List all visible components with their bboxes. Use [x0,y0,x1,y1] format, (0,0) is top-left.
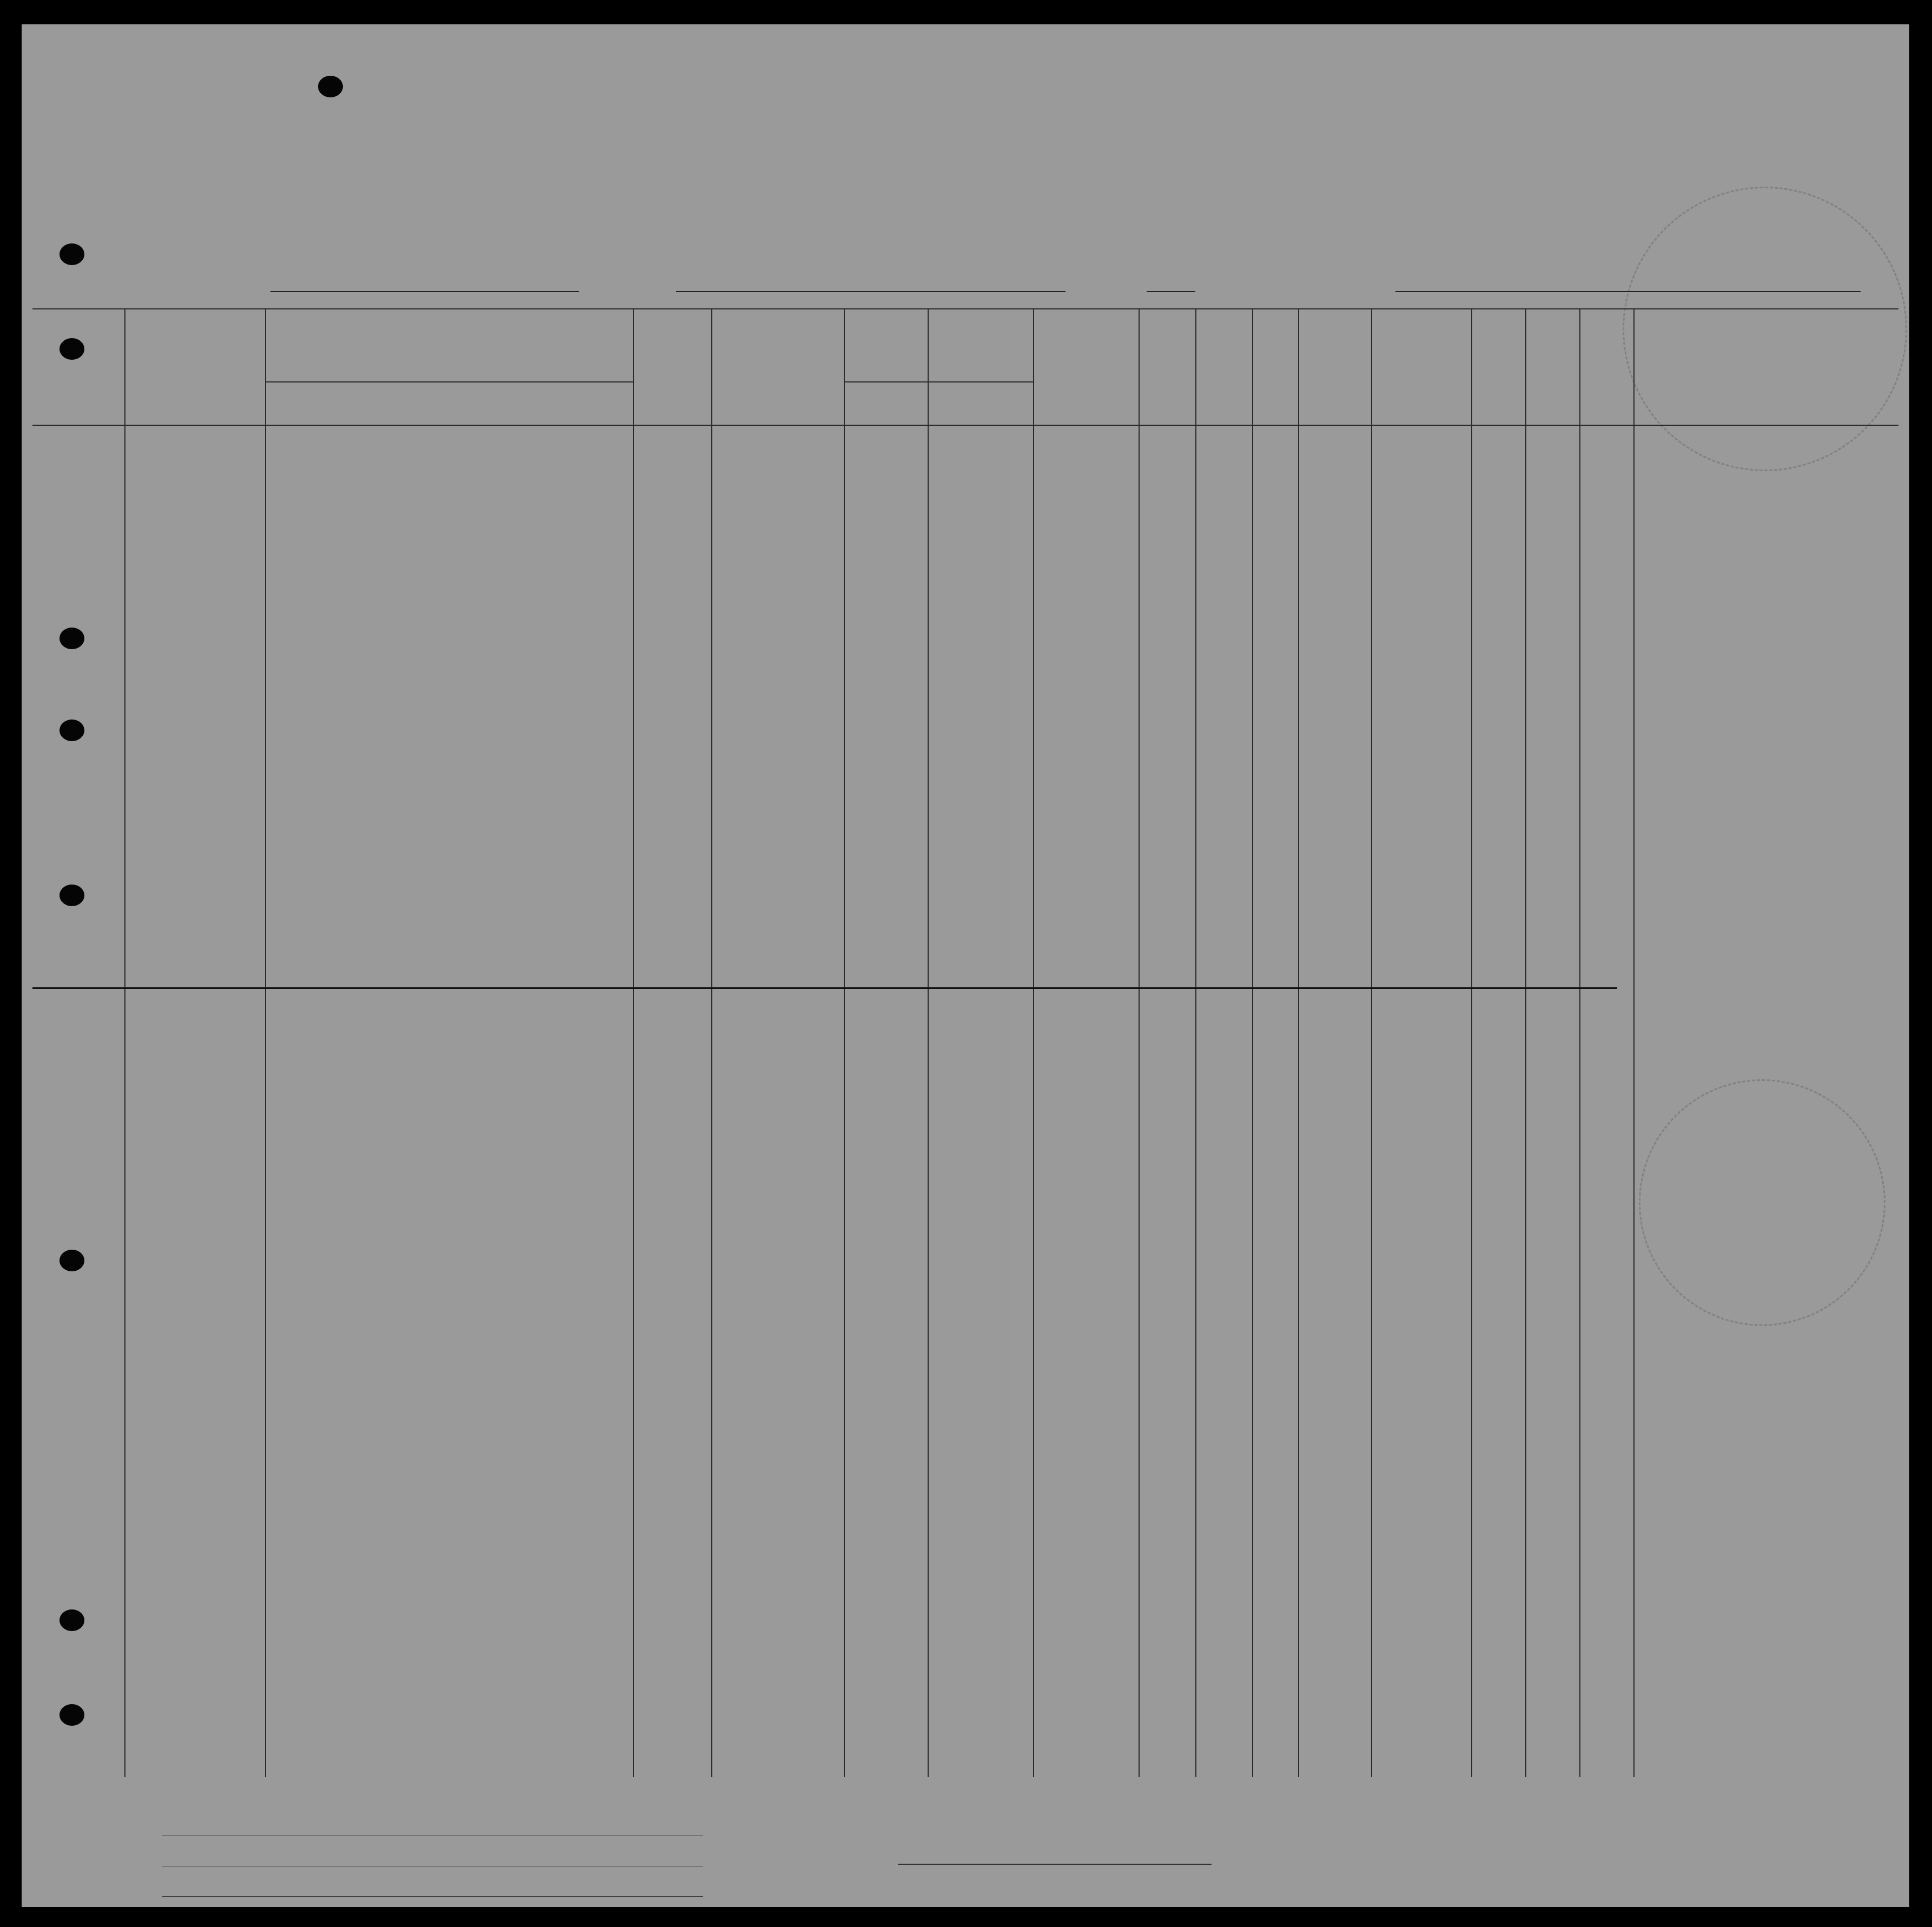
manifest-sheet [22,24,1909,1907]
column-rule [1471,308,1472,1777]
column-rule [711,308,712,1777]
vessel-line [189,265,1866,293]
column-rule [1252,308,1253,1777]
column-rule [844,308,845,1777]
column-rule [1298,308,1299,1777]
column-rule [928,308,929,1777]
crew-table [32,308,1898,1777]
column-rule [124,308,125,1777]
row-13-strikethrough [32,987,1617,989]
column-rule [633,308,634,1777]
column-rule [1195,308,1196,1777]
sheet-number [1790,95,1801,114]
column-rule [1033,308,1034,1777]
signature-rule [898,1864,1212,1865]
column-rule [265,308,266,1777]
column-rule [1139,308,1140,1777]
column-rule [1525,308,1526,1777]
column-rule [1371,308,1372,1777]
column-rule [1579,308,1580,1777]
punch-hole [318,76,343,97]
punch-hole [59,243,84,265]
column-rule [1633,308,1635,1777]
